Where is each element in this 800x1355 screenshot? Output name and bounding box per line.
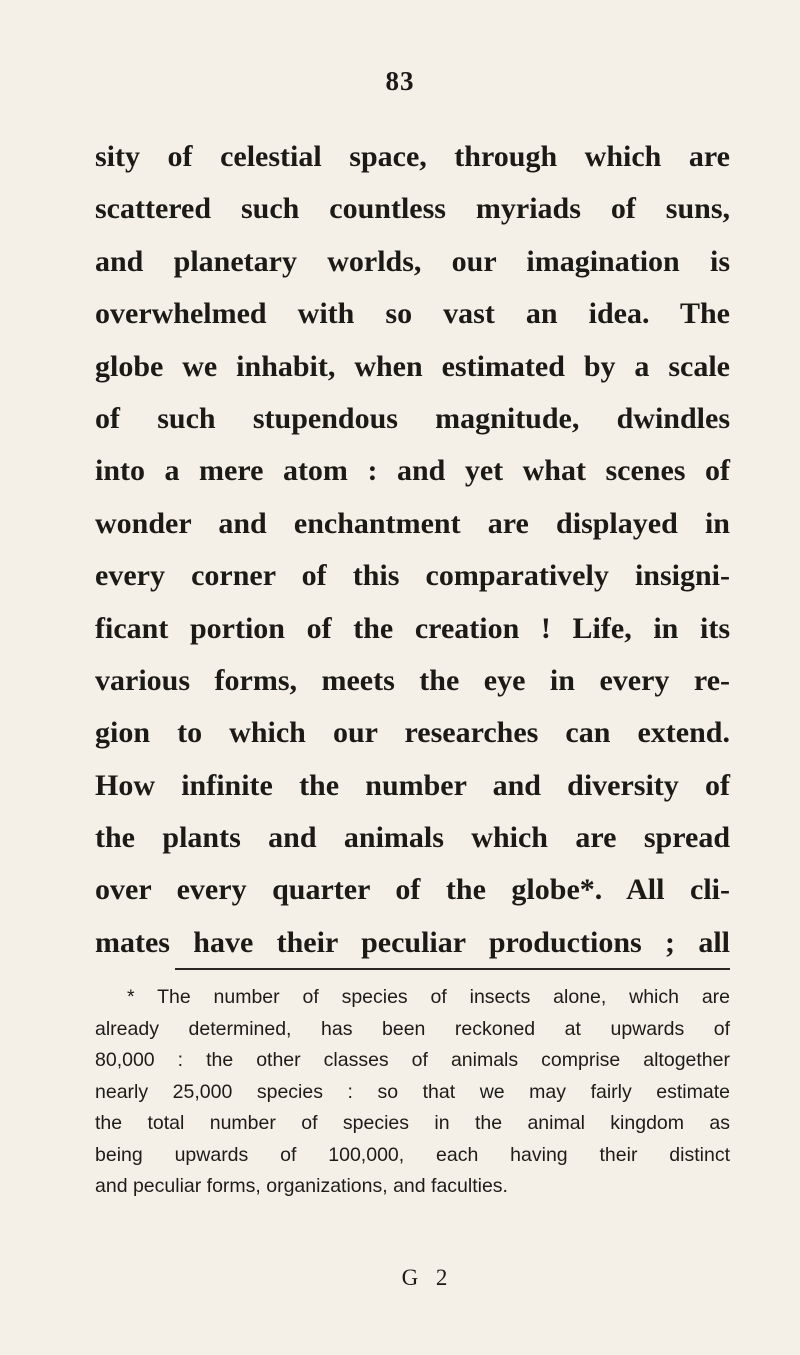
text-line: overwhelmed with so vast an idea. The [95,297,730,331]
page-number: 83 [385,66,415,96]
signature-mark: G 2 [401,1265,454,1290]
footnote-line: already determined, has been reckoned at upwards of [95,1017,730,1040]
main-text [95,131,730,969]
text-line: globe we inhabit, when estimated by a scale [95,349,730,383]
footnote-line: and peculiar forms, organizations, and faculties. [95,1175,508,1197]
footnote [95,982,730,1203]
text-line: scattered such countless myriads of suns, [95,192,730,226]
text-line: sity of celestial space, through which are [95,140,730,173]
text-line: wonder and enchantment are displayed in [95,506,730,540]
footnote-line: being upwards of 100,000, each having their distinct [95,1143,730,1166]
text-line: mates have their peculiar productions ; all [95,925,730,959]
text-line: various forms, meets the eye in every re- [95,663,730,697]
footnote-line: 80,000 : the other classes of animals comprise altogether [95,1049,730,1071]
text-line: and planetary worlds, our imagination is [95,244,730,278]
text-line: every corner of this comparatively insigni- [95,559,730,593]
footnote-line: the total number of species in the animal kingdom as [95,1112,730,1134]
text-line: over every quarter of the globe*. All cli- [95,873,730,907]
text-line: ficant portion of the creation ! Life, in its [95,611,730,645]
text-line: gion to which our researches can extend. [95,716,730,750]
text-line: How infinite the number and diversity of [95,768,730,802]
footnote-line: * The number of species of insects alone, which are [127,986,730,1008]
text-line: into a mere atom : and yet what scenes of [95,454,730,488]
text-line: the plants and animals which are spread [95,821,730,855]
footnote-divider [175,968,730,970]
text-line: of such stupendous magnitude, dwindles [95,401,730,435]
footnote-line: nearly 25,000 species : so that we may fairly estimate [95,1080,730,1103]
